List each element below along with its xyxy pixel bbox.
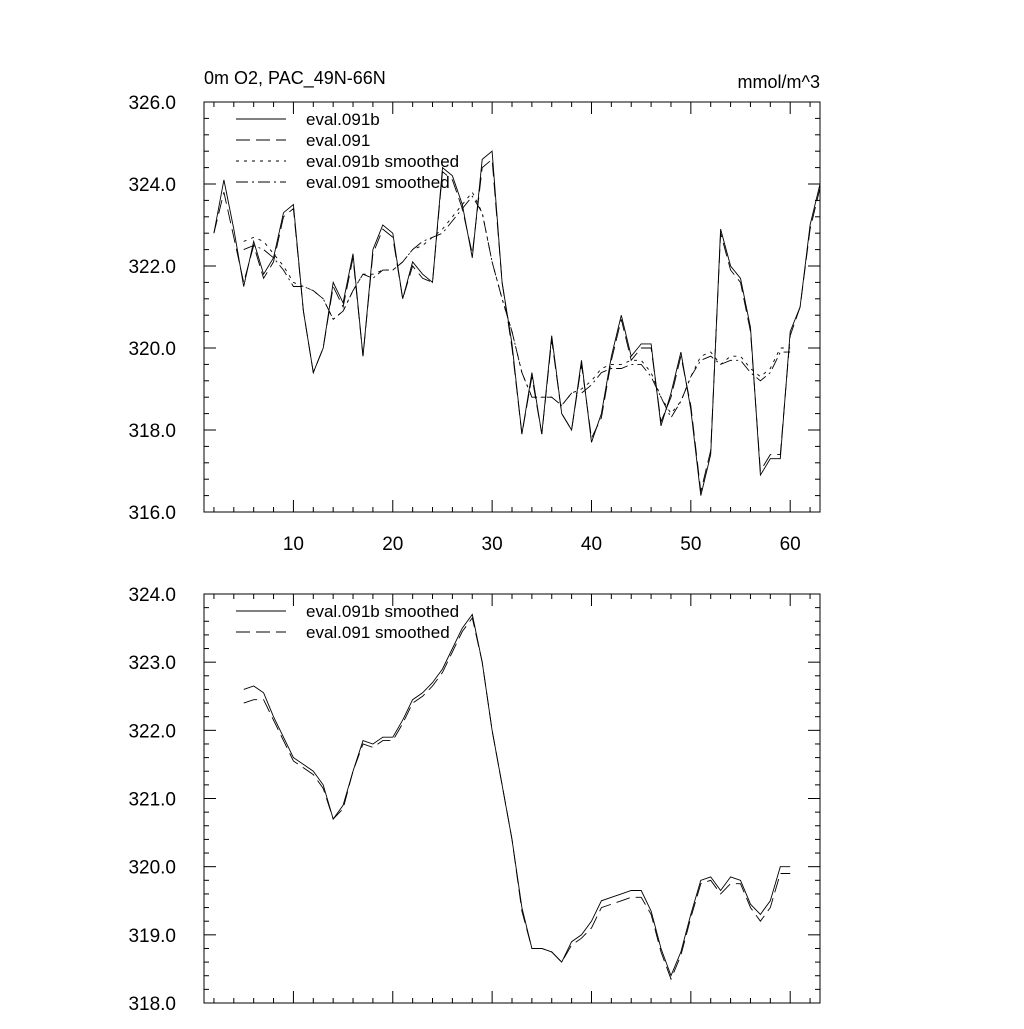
legend-label: eval.091b smoothed <box>306 602 460 621</box>
series-line-0 <box>214 151 820 495</box>
x-tick-label: 10 <box>282 534 304 555</box>
series-line-3 <box>244 196 791 417</box>
plot-frame <box>204 594 820 1003</box>
y-tick-label: 324.0 <box>128 585 176 606</box>
y-tick-label: 320.0 <box>128 857 176 879</box>
legend-label: eval.091 <box>306 131 371 150</box>
x-tick-label: 40 <box>580 534 603 555</box>
x-tick-label: 30 <box>481 534 503 555</box>
y-tick-label: 321.0 <box>128 789 176 811</box>
top-panel <box>128 68 820 555</box>
y-tick-label: 320.0 <box>128 339 176 360</box>
legend-label: eval.091 smoothed <box>306 173 450 192</box>
y-tick-label: 318.0 <box>128 421 176 442</box>
y-tick-label: 322.0 <box>128 257 176 278</box>
x-tick-label: 50 <box>680 534 702 555</box>
y-tick-label: 322.0 <box>128 721 176 743</box>
y-tick-label: 316.0 <box>128 503 176 524</box>
y-tick-label: 324.0 <box>128 175 176 196</box>
legend-label: eval.091b <box>306 110 380 129</box>
x-tick-label: 20 <box>382 534 404 555</box>
series-line-1 <box>244 618 791 979</box>
series-line-1 <box>214 159 820 491</box>
x-tick-label: 60 <box>779 534 801 555</box>
series-line-0 <box>244 615 791 976</box>
bottom-panel <box>128 585 820 1015</box>
chart-title: 0m O2, PAC_49N-66N <box>204 68 386 88</box>
y-tick-label: 319.0 <box>128 925 176 947</box>
legend-label: eval.091 smoothed <box>306 623 450 642</box>
legend-label: eval.091b smoothed <box>306 152 460 171</box>
plot-frame <box>204 102 820 512</box>
y-tick-label: 323.0 <box>128 653 176 675</box>
y-tick-label: 318.0 <box>128 994 176 1015</box>
units-label: mmol/m^3 <box>737 72 820 92</box>
series-line-2 <box>244 192 791 413</box>
y-tick-label: 326.0 <box>128 93 176 114</box>
